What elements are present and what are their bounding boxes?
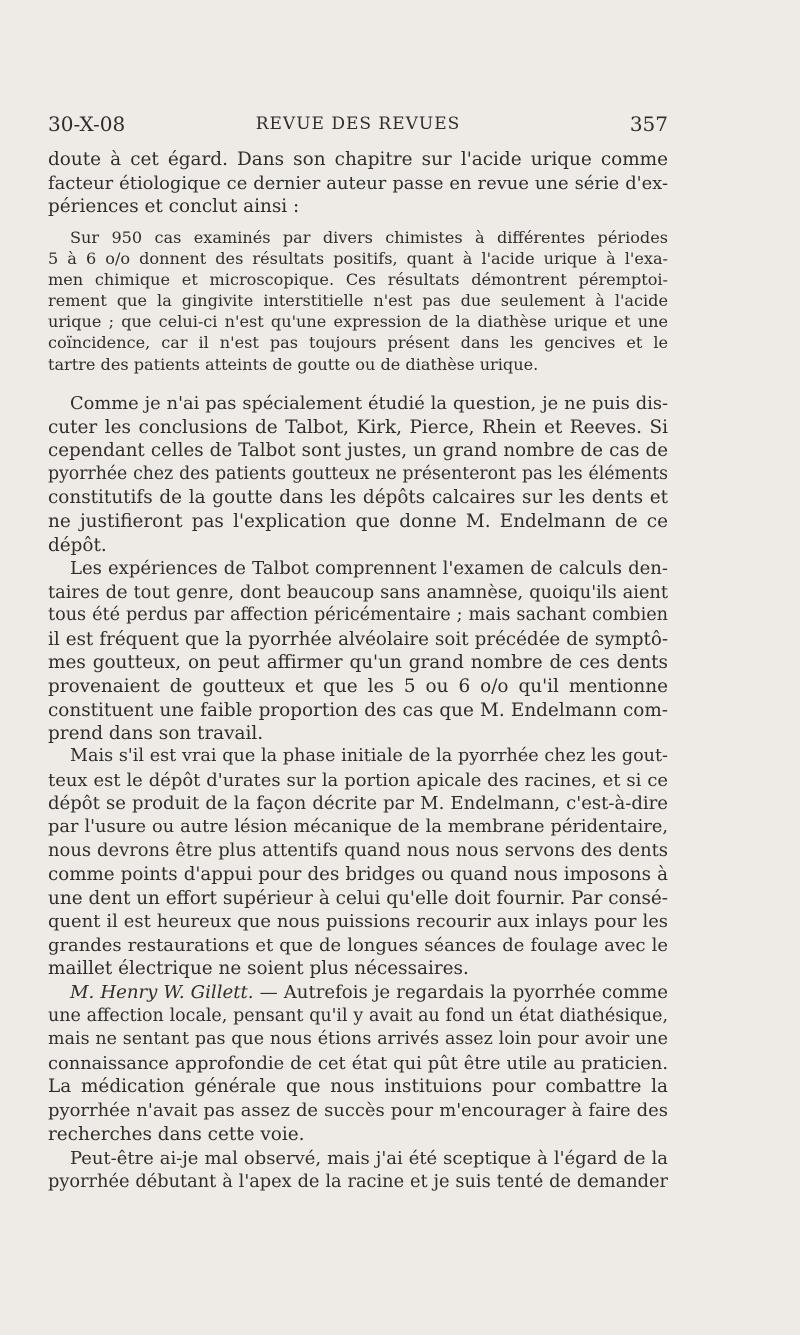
quote-line: Sur 950 cas examinés par divers chimistes à différentes périodes xyxy=(70,228,668,247)
text-line: mais ne sentant pas que nous étions arrivés assez loin pour avoir une xyxy=(48,1029,668,1050)
text-line: grandes restaurations et que de longues séances de foulage avec le xyxy=(48,934,668,956)
text-line: par l'usure ou autre lésion mécanique de la membrane péridentaire, xyxy=(48,816,668,837)
text-line: constitutifs de la goutte dans les dépôts calcaires sur les dents et xyxy=(48,487,668,509)
text-line: connaissance approfondie de cet état qui pût être utile au praticien. xyxy=(48,1052,668,1074)
text-line: comme points d'appui pour des bridges ou quand nous imposons à xyxy=(48,863,668,885)
block-quote xyxy=(48,227,668,375)
quote-line: rement que la gingivite interstitielle n'est pas due seulement à l'acide xyxy=(48,291,668,311)
paragraph-1 xyxy=(48,148,668,219)
text-line: Comme je n'ai pas spécialement étudié la question, je ne puis dis- xyxy=(70,393,668,414)
page-number: 357 xyxy=(629,112,668,136)
text-line: ne justifieront pas l'explication que donne M. Endelmann de ce xyxy=(48,510,668,532)
text-line: il est fréquent que la pyorrhée alvéolaire soit précédée de symptô- xyxy=(48,628,668,650)
text-line: pyorrhée débutant à l'apex de la racine et je suis tenté de demander xyxy=(48,1171,668,1192)
text-line: recherches dans cette voie. xyxy=(48,1123,305,1145)
text-line: pyorrhée n'avait pas assez de succès pour m'encourager à faire des xyxy=(48,1099,668,1121)
text-line: doute à cet égard. Dans son chapitre sur l'acide urique comme xyxy=(48,149,668,170)
quote-line: coïncidence, car il n'est pas toujours présent dans les gencives et le xyxy=(48,333,668,353)
text-line: Mais s'il est vrai que la phase initiale de la pyorrhée chez les gout- xyxy=(70,746,668,766)
text-line: La médication générale que nous instituions pour combattre la xyxy=(48,1076,668,1098)
text-line: teux est le dépôt d'urates sur la portion apicale des racines, et si ce xyxy=(48,769,668,791)
text-line: tous été perdus par affection péricémentaire ; mais sachant combien xyxy=(48,605,668,626)
header-date: 30-X-08 xyxy=(48,112,126,136)
quote-line: urique ; que celui-ci n'est qu'une expression de la diathèse urique et une xyxy=(48,312,668,332)
text-line: facteur étiologique ce dernier auteur passe en revue une série d'ex- xyxy=(48,172,668,194)
text-line: prend dans son travail. xyxy=(48,723,264,745)
text-line: une dent un effort supérieur à celui qu'elle doit fournir. Par consé- xyxy=(48,887,668,909)
running-header xyxy=(48,112,668,142)
text-line: nous devrons être plus attentifs quand nous nous servons des dents xyxy=(48,840,668,862)
text-line: Peut-être ai-je mal observé, mais j'ai été sceptique à l'égard de la xyxy=(70,1148,668,1169)
text-line: cependant celles de Talbot sont justes, un grand nombre de cas de xyxy=(48,440,668,462)
text-fragment: — Autrefois je regardais la pyorrhée comme xyxy=(253,982,669,1003)
header-journal-title: REVUE DES REVUES xyxy=(255,114,461,134)
paragraph-2 xyxy=(48,392,668,557)
text-line: mes goutteux, on peut affirmer qu'un grand nombre de ces dents xyxy=(48,652,668,674)
text-line: Les expériences de Talbot comprennent l'examen de calculs den- xyxy=(70,558,668,579)
quote-line: men chimique et microscopique. Ces résultats démontrent péremptoi- xyxy=(48,270,668,290)
text-line: taires de tout genre, dont beaucoup sans anamnèse, quoiqu'ils aient xyxy=(48,581,668,603)
text-line xyxy=(48,981,668,1005)
speaker-name: M. Henry W. Gillett. xyxy=(70,982,254,1003)
text-line: maillet électrique ne soient plus nécessaires. xyxy=(48,958,469,980)
text-line: dépôt se produit de la façon décrite par M. Endelmann, c'est-à-dire xyxy=(48,793,668,815)
paragraph-6 xyxy=(48,1147,668,1194)
paragraph-5 xyxy=(48,981,668,1146)
quote-line: 5 à 6 o/o donnent des résultats positifs, quant à l'acide urique à l'exa- xyxy=(48,249,668,269)
text-line: pyorrhée chez des patients goutteux ne présenteront pas les éléments xyxy=(48,463,668,484)
text-line: cuter les conclusions de Talbot, Kirk, Pierce, Rhein et Reeves. Si xyxy=(48,416,668,438)
paragraph-3 xyxy=(48,557,668,746)
paragraph-4 xyxy=(48,745,668,981)
text-line: provenaient de goutteux et que les 5 ou 6 o/o qu'il mentionne xyxy=(48,675,668,697)
text-line: quent il est heureux que nous puissions recourir aux inlays pour les xyxy=(48,911,668,933)
quote-line: tartre des patients atteints de goutte ou de diathèse urique. xyxy=(48,354,539,374)
text-line: dépôt. xyxy=(48,534,107,556)
text-line: une affection locale, pensant qu'il y avait au fond un état diathésique, xyxy=(48,1005,668,1026)
text-line: périences et conclut ainsi : xyxy=(48,196,300,218)
text-line: constituent une faible proportion des cas que M. Endelmann com- xyxy=(48,699,668,721)
